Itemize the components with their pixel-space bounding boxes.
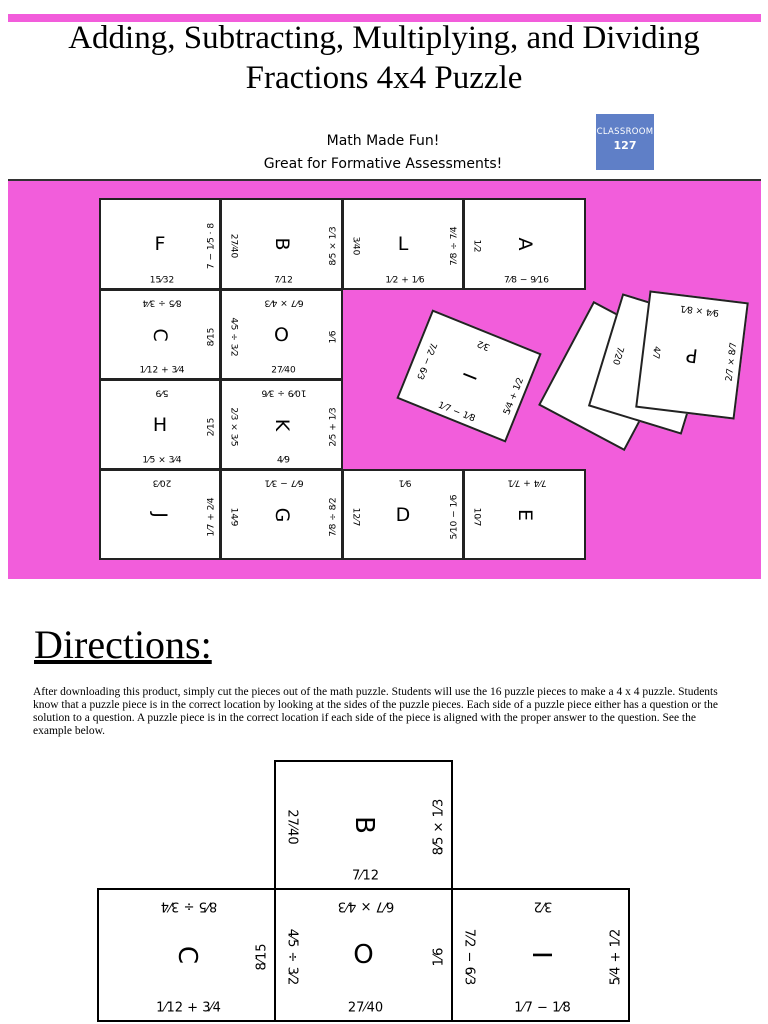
edge-bottom-text: 1⁄7 − 1⁄8	[514, 1000, 571, 1016]
example-piece-b	[274, 760, 453, 890]
edge-top-text: 3⁄2	[533, 898, 552, 914]
piece-letter: B	[270, 237, 293, 251]
piece-letter: O	[274, 323, 289, 346]
edge-left-text: 27⁄40	[284, 809, 300, 845]
edge-bottom-text: 1⁄5 × 3⁄4	[142, 455, 182, 466]
piece-letter: A	[513, 237, 536, 251]
example-piece-i	[451, 888, 630, 1022]
edge-right-text: 1⁄7 + 2⁄4	[206, 496, 217, 537]
edge-right-text: 7⁄8 ÷ 8⁄2	[328, 496, 339, 537]
edge-left-text: 7⁄2 − 6⁄3	[461, 928, 477, 986]
edge-top-text: 5⁄9	[155, 387, 169, 398]
piece-letter: I	[457, 369, 481, 383]
edge-right-text: 1⁄6	[328, 330, 339, 343]
edge-left-text: 10⁄7	[471, 507, 482, 526]
edge-bottom-text: 4⁄9	[277, 455, 290, 466]
puzzle-piece-o	[220, 289, 343, 380]
puzzle-piece-c	[99, 289, 221, 380]
edge-bottom-text: 27⁄40	[271, 365, 296, 376]
edge-top-text: 8⁄5 ÷ 3⁄4	[142, 297, 182, 308]
edge-top-text: 6⁄7 − 3⁄1	[263, 477, 304, 488]
directions-text: After downloading this product, simply cut the pieces out of the math puzzle. Students will use the 16 puzzle pieces to make a 4 x 4 puzzle. Students know that a puzzle piece is in the correct location by looking at the sides of the puzzle pieces. Each side of a puzzle piece either has a question or the solution to a question. A puzzle piece is in the correct location if each side of the piece is aligned with the proper answer to the question. See the example below.	[33, 686, 718, 737]
edge-bottom-text: 15⁄32	[149, 275, 175, 286]
piece-letter: D	[395, 503, 411, 526]
edge-left-text: 4⁄5 ÷ 3⁄2	[284, 928, 300, 986]
puzzle-piece-e	[463, 469, 586, 560]
edge-right-text: 5⁄10 − 1⁄6	[449, 494, 460, 539]
piece-letter: B	[348, 816, 379, 834]
edge-bottom-text: 7⁄12	[352, 868, 379, 884]
edge-bottom-text: 1⁄12 + 3⁄4	[139, 365, 185, 376]
edge-left-text: 3⁄40	[350, 236, 361, 256]
piece-letter: L	[397, 233, 409, 255]
puzzle-piece-h	[99, 379, 221, 470]
edge-right-text: 8⁄5 × 1⁄3	[431, 798, 447, 856]
edge-left-text: 1⁄2	[471, 239, 482, 253]
edge-left-text: 14⁄9	[228, 507, 239, 526]
edge-right-text: 8⁄5 × 1⁄3	[328, 226, 339, 266]
edge-top-text: 3⁄2	[475, 337, 492, 352]
piece-letter: E	[513, 508, 536, 521]
edge-top-text: 8⁄5 ÷ 3⁄4	[160, 898, 217, 914]
piece-letter: I	[525, 951, 556, 959]
edge-left-text: 4⁄5 ÷ 3⁄2	[228, 316, 239, 357]
puzzle-piece-a	[463, 198, 586, 290]
edge-right-text: 1⁄6	[431, 947, 447, 967]
piece-letter: J	[149, 511, 171, 518]
edge-left-text: 4⁄7	[649, 345, 662, 360]
edge-top-text: 10⁄9 ÷ 3⁄6	[261, 387, 306, 398]
edge-right-text: 7 − 1⁄5 · 8	[206, 222, 217, 270]
edge-top-text: 9⁄4 × 8⁄1	[679, 302, 720, 318]
edge-bottom-text: 1⁄12 + 3⁄4	[156, 1000, 221, 1016]
puzzle-piece-b	[220, 198, 343, 290]
edge-top-text: 6⁄7 × 4⁄3	[337, 898, 394, 914]
loose-piece-p	[635, 290, 749, 419]
edge-top-text: 20⁄3	[152, 477, 172, 488]
edge-left-text: 12⁄7	[350, 507, 361, 526]
puzzle-piece-g	[220, 469, 343, 560]
edge-bottom-text: 1⁄7 − 1⁄8	[436, 400, 477, 425]
piece-letter: C	[171, 945, 202, 965]
edge-bottom-text: 27⁄40	[347, 1000, 384, 1016]
example-piece-c	[97, 888, 276, 1022]
edge-left-text: 27⁄40	[228, 233, 239, 259]
edge-bottom-text: 7⁄8 − 9⁄16	[504, 275, 549, 286]
logo-text: CLASSROOM	[596, 127, 654, 137]
puzzle-piece-j	[99, 469, 221, 560]
edge-right-text: 2⁄7 × 8⁄7	[724, 341, 740, 382]
edge-left-text: 7⁄2 − 6⁄3	[414, 340, 439, 381]
puzzle-piece-d	[342, 469, 464, 560]
piece-letter: K	[270, 418, 293, 431]
puzzle-piece-k	[220, 379, 343, 470]
title-line-2: Fractions 4x4 Puzzle	[245, 60, 523, 96]
edge-top-text: 7⁄4 + 7⁄1	[506, 477, 547, 488]
classroom-127-logo	[596, 114, 654, 170]
tagline-assessment: Great for Formative Assessments!	[263, 156, 503, 172]
edge-bottom-text: 1⁄2 + 1⁄6	[385, 275, 425, 286]
edge-bottom-text: 7⁄12	[274, 275, 293, 286]
piece-letter: O	[353, 940, 374, 970]
edge-right-text: 5⁄4 + 1⁄2	[502, 376, 527, 417]
edge-left-text: 2⁄3 × 3⁄5	[228, 406, 239, 447]
puzzle-piece-f	[99, 198, 221, 290]
piece-letter: H	[152, 413, 168, 436]
piece-letter: C	[149, 327, 171, 342]
example-piece-o	[274, 888, 453, 1022]
tagline-fun: Math Made Fun!	[326, 133, 440, 149]
page-title	[0, 18, 768, 98]
piece-letter: P	[684, 343, 700, 367]
puzzle-piece-l	[342, 198, 464, 290]
edge-right-text: 8⁄15	[206, 327, 217, 346]
edge-top-text: 6⁄7 × 4⁄3	[263, 297, 304, 308]
piece-letter: F	[154, 233, 166, 255]
piece-letter: G	[270, 507, 293, 522]
edge-right-text: 5⁄4 + 1⁄2	[608, 928, 624, 986]
title-line-1: Adding, Subtracting, Multiplying, and Dividing	[68, 20, 700, 56]
edge-right-text: 7⁄8 ÷ 7⁄4	[449, 226, 460, 266]
edge-right-text: 2⁄15	[206, 417, 217, 436]
directions-heading: Directions:	[34, 622, 212, 667]
edge-left-text: 7⁄20	[609, 345, 625, 366]
logo-number: 127	[613, 139, 637, 152]
edge-top-text: 9⁄1	[398, 477, 412, 488]
edge-right-text: 8⁄15	[254, 943, 270, 971]
edge-right-text: 2⁄5 + 1⁄3	[328, 406, 339, 447]
